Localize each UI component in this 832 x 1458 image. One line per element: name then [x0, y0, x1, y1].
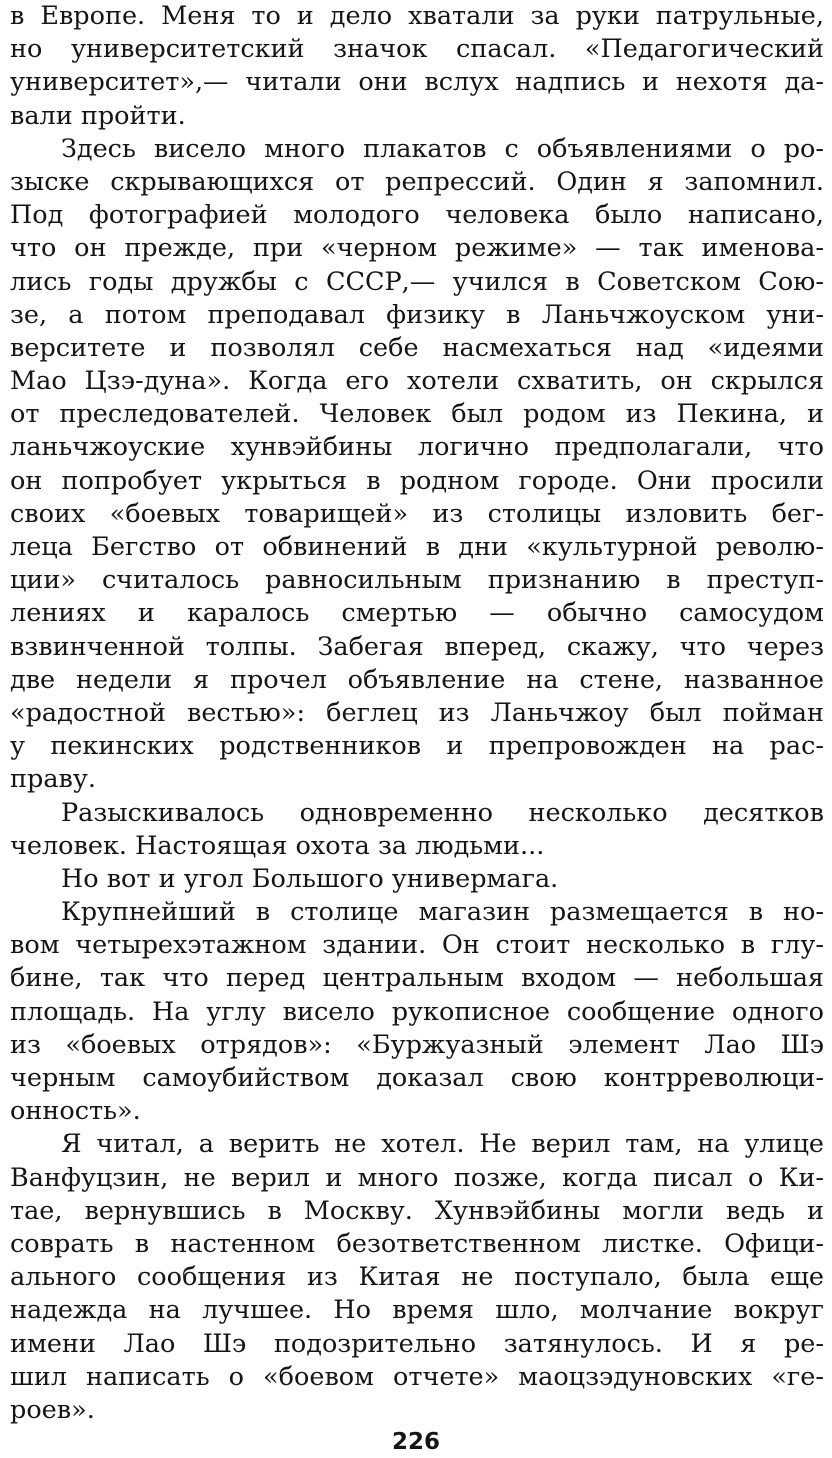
text-line: ланьчжоуские хунвэйбины логично предполагали, что — [10, 432, 824, 463]
text-line: лениях и каралось смертью — обычно самосудом — [10, 598, 824, 629]
text-line: из «боевых отрядов»: «Буржуазный элемент Лао Шэ — [10, 1029, 824, 1060]
text-line: человек. Настоящая охота за людьми... — [10, 830, 545, 861]
text-line: лись годы дружбы с СССР,— учился в Советском Сою- — [10, 266, 824, 297]
body-text — [10, 0, 824, 1427]
text-line: Разыскивалось одновременно несколько десятков — [61, 797, 824, 828]
text-line: две недели я прочел объявление на стене, названное — [10, 664, 824, 695]
text-line: взвинченной толпы. Забегая вперед, скажу, что через — [10, 631, 824, 662]
text-line: черным самоубийством доказал свою контрреволюци- — [10, 1063, 824, 1093]
paragraph — [10, 797, 824, 863]
text-line: верситете и позволял себе насмехаться над «идеями — [10, 332, 824, 363]
text-line: от преследователей. Человек был родом из Пекина, и — [10, 399, 824, 430]
text-line: Здесь висело много плакатов с объявлениями о ро- — [61, 133, 824, 164]
paragraph — [10, 896, 824, 1128]
text-line: имени Лао Шэ подозрительно затянулось. И я ре- — [10, 1328, 824, 1359]
text-line: у пекинских родственников и препровожден на рас- — [10, 731, 824, 762]
text-line: онность». — [10, 1096, 141, 1127]
text-line: своих «боевых товарищей» из столицы изловить бег- — [10, 498, 824, 529]
page-number: 226 — [391, 1429, 440, 1455]
text-line: праву. — [10, 764, 96, 795]
text-line: но университетский значок спасал. «Педагогический — [10, 34, 824, 65]
text-line: Я читал, а верить не хотел. Не верил там, на улице — [61, 1129, 824, 1160]
text-line: ального сообщения из Китая не поступало, была еще — [10, 1262, 824, 1293]
paragraph — [10, 863, 824, 896]
text-line: Под фотографией молодого человека было написано, — [10, 200, 824, 231]
text-line: Мао Цзэ-дуна». Когда его хотели схватить, он скрылся — [10, 366, 824, 397]
text-line: Крупнейший в столице магазин размещается в но- — [61, 897, 824, 928]
text-line: роев». — [10, 1394, 95, 1425]
text-line: бине, так что перед центральным входом — небольшая — [10, 963, 824, 994]
text-line: университет»,— читали они вслух надпись и нехотя да- — [10, 67, 824, 98]
text-line: шил написать о «боевом отчете» маоцзэдуновских «ге- — [10, 1361, 824, 1392]
text-line: вом четырехэтажном здании. Он стоит несколько в глу- — [10, 930, 824, 961]
text-line: ции» считалось равносильным признанию в преступ- — [10, 565, 824, 596]
text-line: зыске скрывающихся от репрессий. Один я запомнил. — [10, 166, 824, 197]
text-line: в Европе. Меня то и дело хватали за руки патрульные, — [10, 1, 824, 31]
paragraph — [10, 0, 824, 133]
text-line: «радостной вестью»: беглец из Ланьчжоу был пойман — [10, 697, 824, 728]
text-line: надежда на лучшее. Но время шло, молчание вокруг — [10, 1295, 824, 1326]
text-line: он попробует укрыться в родном городе. Они просили — [10, 465, 824, 496]
text-line: Но вот и угол Большого универмага. — [61, 863, 559, 894]
text-line: площадь. На углу висело рукописное сообщение одного — [10, 996, 824, 1027]
text-line: леца Бегство от обвинений в дни «культурной револю- — [10, 532, 824, 562]
text-line: тае, вернувшись в Москву. Хунвэйбины могли ведь и — [10, 1195, 824, 1226]
text-line: зе, а потом преподавал физику в Ланьчжоуском уни- — [10, 299, 824, 330]
paragraph — [10, 133, 824, 797]
paragraph — [10, 1128, 824, 1427]
text-line: Ванфуцзин, не верил и много позже, когда писал о Ки- — [10, 1162, 824, 1193]
text-line: соврать в настенном безответственном листке. Офици- — [10, 1228, 824, 1259]
text-line: что он прежде, при «черном режиме» — так именова- — [10, 233, 824, 264]
text-line: вали пройти. — [10, 100, 186, 131]
